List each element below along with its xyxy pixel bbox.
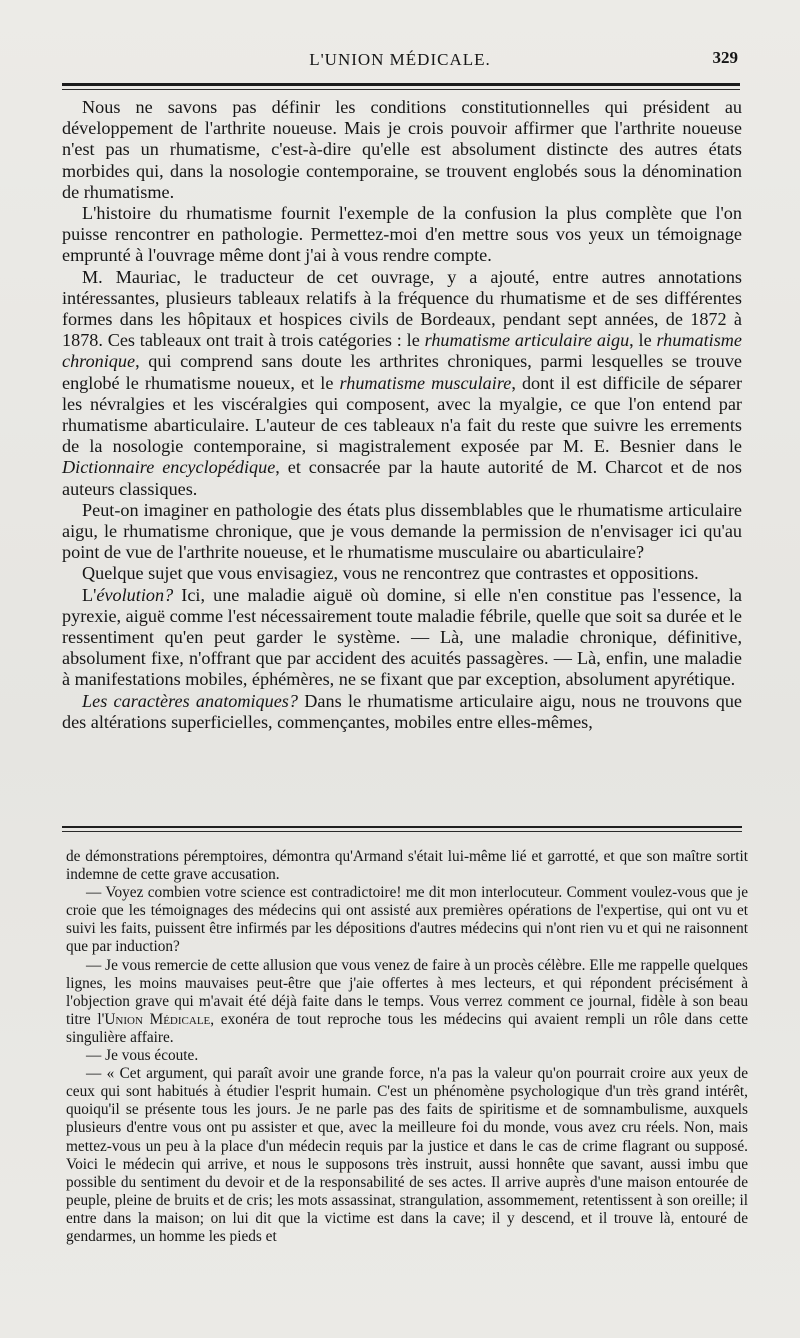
running-head: L'UNION MÉDICALE. <box>309 50 491 69</box>
text-run: , qui comprend sans doute les arthrites chroniques, parmi lesquelles se trouve englobé le rhumatisme noueux, et le <box>62 351 742 393</box>
text-run: Dans le rhumatisme articulaire aigu, nous ne trouvons que des altérations superficielles, commençantes, mobiles entre elles-mêmes, <box>62 690 742 732</box>
italic-term: évolution? <box>96 584 174 605</box>
paragraph-4: Peut-on imaginer en pathologie des états plus dissemblables que le rhumatisme articulaire aigu, le rhumatisme chronique, que je vous demande la permission de n'envisager ici qu'au point de vue de l'arthrite noueuse, et le rhumatisme musculaire ou abarticulaire? <box>62 499 742 563</box>
feuilleton-paragraph-1: de démonstrations péremptoires, démontra qu'Armand s'était lui-même lié et garrotté, et que son maître sortit indemne de cette grave accusation. <box>66 848 748 884</box>
text-run: M. Mauriac, le traducteur de cet ouvrage, y a ajouté, entre autres annotations intéressantes, plusieurs tableaux relatifs à la fréquence du rhumatisme et de ses différentes formes dans les hôpitaux et hospices civils de Bordeaux, pendant sept années, de 1872 à 1878. Ces tableaux ont trait à trois catégories : le <box>62 266 742 351</box>
page-header <box>62 44 738 78</box>
feuilleton-rule-thick <box>62 826 742 828</box>
header-rule-thin <box>62 89 740 90</box>
feuilleton-text <box>66 848 748 1246</box>
paragraph-5: Quelque sujet que vous envisagiez, vous ne rencontrez que contrastes et oppositions. <box>82 563 699 584</box>
feuilleton-paragraph-5: — « Cet argument, qui paraît avoir une grande force, n'a pas la valeur qu'on pourrait croire aux yeux de ceux qui sont habitués à étudier l'esprit humain. C'est un phénomène psychologique d'un très grand intérêt, quoiqu'il se présente tous les jours. Je ne parle pas des faits de spiritisme et de somnambulisme, auxquels plusieurs d'entre vous ont pu assister et que, avec la meilleure foi du monde, vous avez cru réels. Non, mais mettez-vous un peu à la place d'un médecin requis par la justice et dans le cas de crime flagrant ou supposé. Voici le médecin qui arrive, et nous le supposons très instruit, aussi honnête que savant, aussi imbu que possible du sentiment du devoir et de la responsabilité de ses actes. Il arrive auprès d'une maison entourée de peuple, pleine de bruits et de cris; les mots assassinat, strangulation, assommement, retentissent à son oreille; il entre dans la maison; on lui dit que la victime est dans la cave; il y descend, et il trouve là, entouré de gendarmes, un homme les pieds et <box>66 1065 748 1245</box>
header-rule-thick <box>62 83 740 86</box>
text-run: , dont il est difficile de séparer les névralgies et les viscéralgies qui composent, avec la myalgie, ce que l'on entend par rhumatisme abarticulaire. L'auteur de ces tableaux n'a fait du reste que suivre les errements de la nosologie contemporaine, si magistralement exposée par M. E. Besnier dans le <box>62 372 742 457</box>
text-run: , exonéra de tout reproche tous les médecins qui avaient rempli un rôle dans cette singulière affaire. <box>66 1010 749 1046</box>
feuilleton-paragraph-2: — Voyez combien votre science est contradictoire! me dit mon interlocuteur. Comment voulez-vous que je croie que les témoignages des médecins qui ont assisté aux premières opérations de l'expertise, qui ont vu et suivi les faits, puissent être infirmés par les dépositions d'autres médecins qui n'ont rien vu et qui ne raisonnent que par induction? <box>66 884 748 956</box>
paragraph-7 <box>62 691 742 733</box>
italic-term: rhumatisme chronique <box>62 330 742 372</box>
paragraph-1: Nous ne savons pas définir les conditions constitutionnelles qui président au développement de l'arthrite noueuse. Mais je crois pouvoir affirmer que l'arthrite noueuse n'est pas un rhumatisme, c'est-à-dire qu'elle est absolument distincte des autres états morbides qui, dans la nosologie contemporaine, se trouvent englobés sous la dénomination de rhumatisme. <box>62 97 742 202</box>
paragraph-6 <box>62 585 742 691</box>
feuilleton-paragraph-3 <box>66 957 748 1047</box>
main-text <box>62 97 742 733</box>
page-number: 329 <box>712 48 738 67</box>
journal-title: Union Médicale <box>104 1010 211 1028</box>
text-run: L' <box>82 584 97 605</box>
feuilleton-paragraph-4: — Je vous écoute. <box>86 1047 199 1065</box>
text-run: Ici, une maladie aiguë où domine, si elle n'en constitue pas l'essence, la pyrexie, aiguë comme l'est nécessairement toute maladie fébrile, quelle que soit sa durée et le ressentiment qu'en peut garder le système. — Là, une maladie chronique, définitive, absolument fixe, n'offrant que par accident des acuités passagères. — Là, enfin, une maladie à manifestations mobiles, éphémères, ne se fixant que par exception, absolument apyrétique. <box>62 584 742 690</box>
paragraph-2: L'histoire du rhumatisme fournit l'exemple de la confusion la plus complète que l'on puisse rencontrer en pathologie. Permettez-moi d'en mettre sous vos yeux un témoignage emprunté à l'ouvrage même dont j'ai à vous rendre compte. <box>62 203 742 266</box>
italic-term: rhumatisme musculaire <box>339 372 512 393</box>
italic-title: Dictionnaire encyclopédique <box>62 457 276 478</box>
feuilleton-rule-thin <box>62 831 742 832</box>
text-run: , le <box>629 330 657 351</box>
italic-term: Les caractères anatomiques? <box>82 690 298 711</box>
italic-term: rhumatisme articulaire aigu <box>424 330 630 351</box>
text-run: , et consacrée par la haute autorité de M. Charcot et de nos auteurs classiques. <box>62 457 742 499</box>
text-run: — Je vous remercie de cette allusion que vous venez de faire à un procès célèbre. Elle me rappelle quelques lignes, les moins mauvaises peut-être que j'aie offertes à mes lecteurs, et qui répondent précisément à l'objection grave qui m'avait été déjà faite dans le temps. Vous verrez comment ce journal, fidèle à son beau titre l' <box>66 956 748 1028</box>
paragraph-3 <box>62 267 742 500</box>
